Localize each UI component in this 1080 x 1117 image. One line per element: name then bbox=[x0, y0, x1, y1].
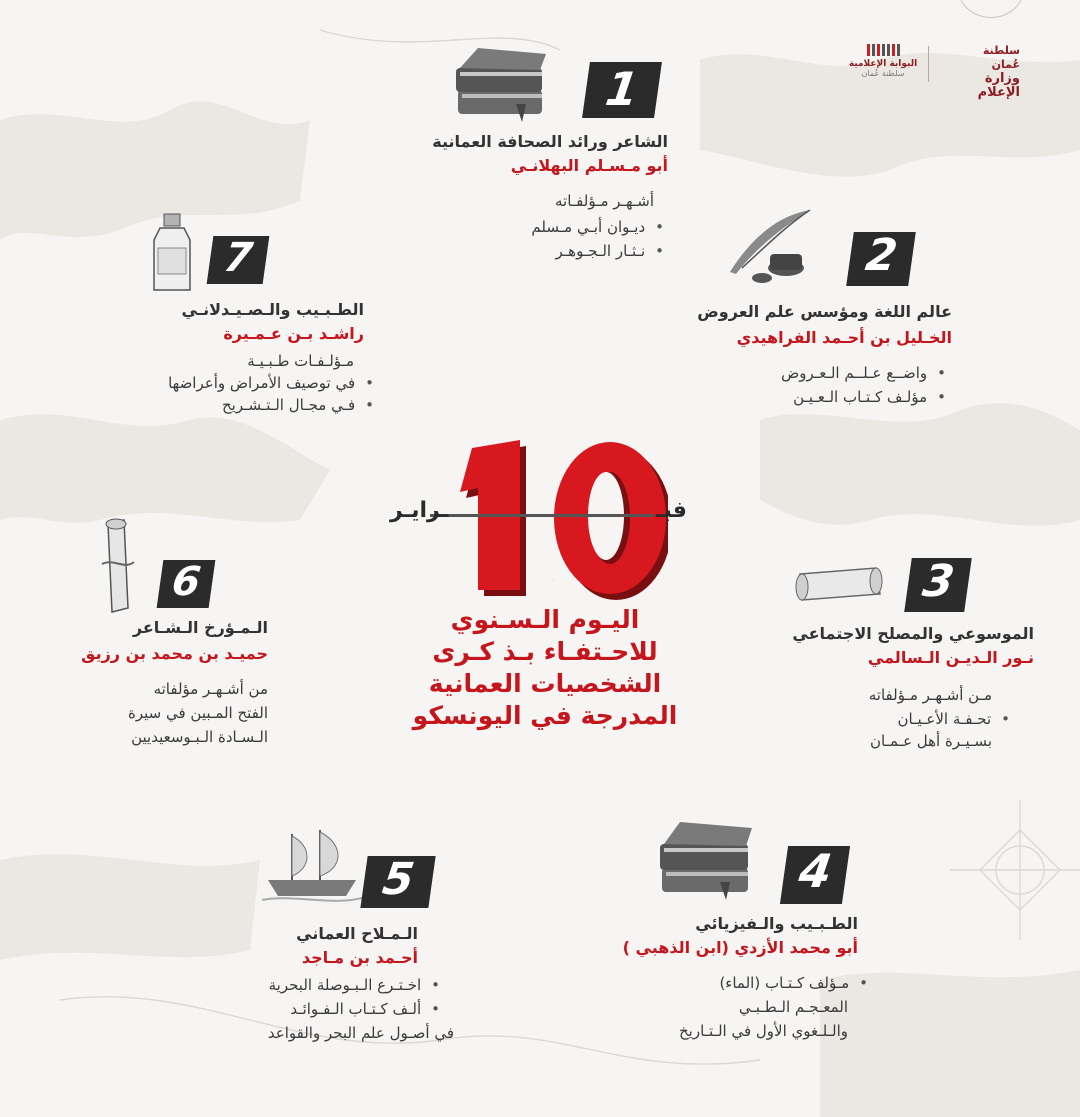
person-5-role: الـمـلاح العماني bbox=[296, 924, 418, 943]
scroll-icon bbox=[792, 564, 884, 604]
person-6-line-2: الفتح المـبين في سيرة bbox=[127, 704, 268, 722]
center-title-line-3: الشخصيات العمانية bbox=[428, 669, 662, 698]
person-5-item-1: • اخـتـرع الـبـوصلة البحرية bbox=[269, 974, 440, 996]
ministry-logo bbox=[954, 44, 1020, 100]
person-1-intro: أشـهـر مـؤلفـاته bbox=[554, 192, 654, 210]
person-1-number: 1 bbox=[582, 62, 662, 118]
person-4-extra-2: والـلـغوي الأول في الـتـاريخ bbox=[678, 1022, 848, 1040]
ministry-line1: سلطنة عُمان bbox=[982, 44, 1020, 71]
portal-bars-icon bbox=[840, 44, 926, 56]
big-number-text: 10 bbox=[552, 580, 554, 581]
person-7-item-1: • في توصيف الأمراض وأعراضها bbox=[168, 372, 374, 394]
date-line bbox=[430, 514, 654, 517]
person-5-name: أحـمد بن مـاجد bbox=[301, 948, 418, 967]
center-title-line-1: اليـوم الـسـنوي bbox=[450, 605, 640, 634]
person-2-name: الخـليل بن أحـمد الفراهيدي bbox=[736, 328, 952, 347]
person-4-extra-1: المعـجـم الـطـبـي bbox=[738, 998, 848, 1016]
person-1-name: أبو مـسـلم البهلانـي bbox=[510, 156, 668, 175]
person-3-role: الموسوعي والمصلح الاجتماعي bbox=[792, 624, 1034, 643]
center-title-line-2: للاحـتفـاء بـذ كـرى bbox=[432, 637, 658, 666]
person-1-role: الشاعر ورائد الصحافة العمانية bbox=[432, 132, 668, 151]
person-1-item-2: • نـثـار الـجـوهـر bbox=[556, 240, 664, 262]
person-6-name: حميـد بن محمد بن رزيق bbox=[81, 644, 268, 663]
person-1-item-1: • ديـوان أبـي مـسلم bbox=[531, 216, 664, 238]
person-3-item-1: • تحـفـة الأعـيـان bbox=[898, 708, 1010, 730]
person-2-item-2: • مؤلـف كـتـاب الـعـيـن bbox=[793, 386, 946, 408]
person-5-extra: في أصـول علم البحر والقواعد bbox=[267, 1024, 454, 1042]
ship-icon bbox=[262, 828, 362, 906]
person-2-role: عالم اللغة ومؤسس علم العروض bbox=[697, 302, 952, 321]
logo-divider bbox=[928, 46, 929, 82]
person-4-number: 4 bbox=[780, 846, 850, 904]
person-4-role: الطـبـيب والـفيزيائي bbox=[695, 914, 858, 933]
portal-logo bbox=[840, 44, 926, 79]
person-6-line-1: من أشـهـر مؤلفاته bbox=[153, 680, 268, 698]
month-part-right: فبـ bbox=[656, 498, 687, 523]
person-7-item-2: • فـي مجـال الـتـشـريح bbox=[222, 394, 374, 416]
person-7-role: الطـبـيب والـصـيـدلانـي bbox=[181, 300, 364, 319]
person-3-name: نـور الـديـن الـسالمي bbox=[867, 648, 1034, 667]
center-title bbox=[400, 604, 690, 732]
person-6-number: 6 bbox=[157, 560, 216, 608]
person-2-number: 2 bbox=[846, 232, 916, 286]
person-7-name: راشـد بـن عـمـيرة bbox=[223, 324, 364, 343]
quill-inkwell-icon bbox=[706, 206, 816, 284]
person-6-role: الـمـؤرخ الـشـاعر bbox=[132, 618, 268, 637]
header-logos bbox=[840, 44, 1020, 100]
portal-line2: سلطنة عُمان bbox=[861, 69, 905, 78]
person-3-intro: مـن أشـهـر مـؤلفاته bbox=[868, 686, 992, 704]
person-4-name: أبو محمد الأزدي (ابن الذهبي ) bbox=[622, 938, 858, 957]
books-icon bbox=[654, 816, 758, 902]
books-icon bbox=[448, 44, 552, 124]
person-4-item-1: • مـؤلف كـتـاب (الماء) bbox=[719, 972, 868, 994]
person-3-number: 3 bbox=[904, 558, 972, 612]
ministry-line2: وزارة الإعلام bbox=[977, 71, 1020, 100]
person-7-number: 7 bbox=[207, 236, 270, 284]
person-6-line-3: الـسـادة الـبـوسعيديين bbox=[131, 728, 268, 746]
person-3-extra: بسـيـرة أهل عـمـان bbox=[870, 732, 992, 750]
person-7-intro: مـؤلـفـات طـبـيـة bbox=[247, 352, 354, 370]
person-5-item-2: • ألـف كـتـاب الـفـوائـد bbox=[290, 998, 440, 1020]
scroll-icon bbox=[94, 518, 140, 614]
person-5-number: 5 bbox=[360, 856, 435, 908]
person-2-item-1: • واضــع عـلــم الـعـروض bbox=[781, 362, 946, 384]
bottle-icon bbox=[150, 212, 194, 294]
month-part-left: ـرايـر bbox=[390, 498, 449, 523]
center-title-line-4: المدرجة في اليونسكو bbox=[412, 701, 678, 730]
portal-line1: البوابة الإعلامية bbox=[848, 59, 918, 69]
